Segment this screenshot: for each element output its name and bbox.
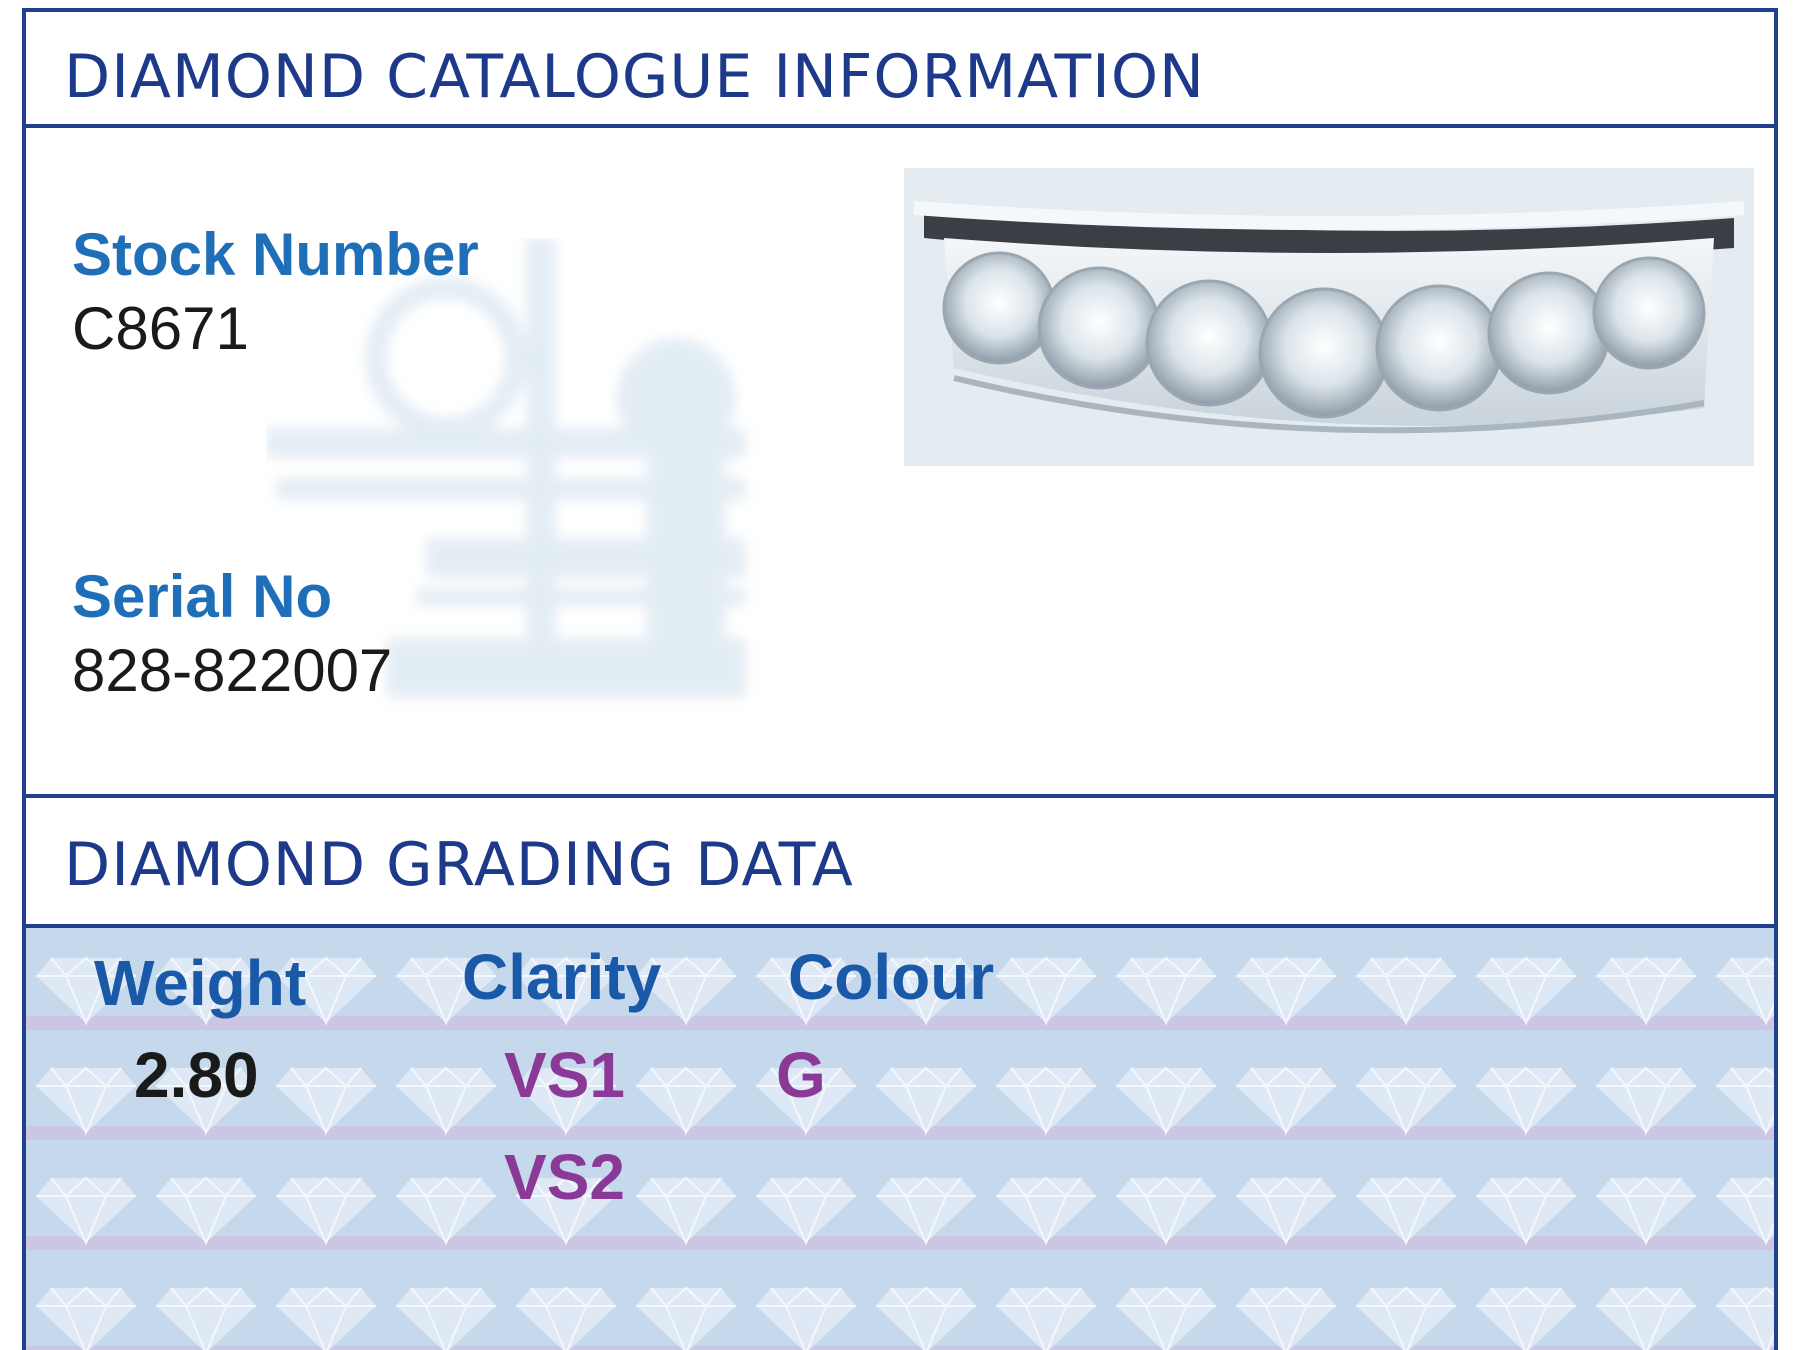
diamond-certificate-card — [22, 8, 1778, 1350]
grading-header — [26, 798, 1774, 928]
serial-number-value: 828-822007 — [72, 637, 393, 704]
grading-title: DIAMOND GRADING DATA — [64, 830, 854, 900]
clarity-label: Clarity — [462, 941, 662, 1013]
clarity-value-primary: VS1 — [504, 1039, 625, 1111]
stock-number-label: Stock Number — [72, 221, 479, 288]
grading-data-section — [26, 928, 1774, 1350]
catalogue-title: DIAMOND CATALOGUE INFORMATION — [64, 42, 1205, 112]
stock-number-value: C8671 — [72, 295, 249, 362]
colour-label: Colour — [788, 941, 995, 1013]
catalogue-info-section — [26, 128, 1774, 798]
colour-value: G — [776, 1039, 826, 1111]
diamond-ring-photo — [904, 168, 1754, 466]
weight-value: 2.80 — [134, 1039, 259, 1111]
serial-number-label: Serial No — [72, 563, 333, 630]
catalogue-header — [26, 12, 1774, 128]
weight-label: Weight — [94, 947, 307, 1019]
clarity-value-secondary: VS2 — [504, 1141, 625, 1213]
